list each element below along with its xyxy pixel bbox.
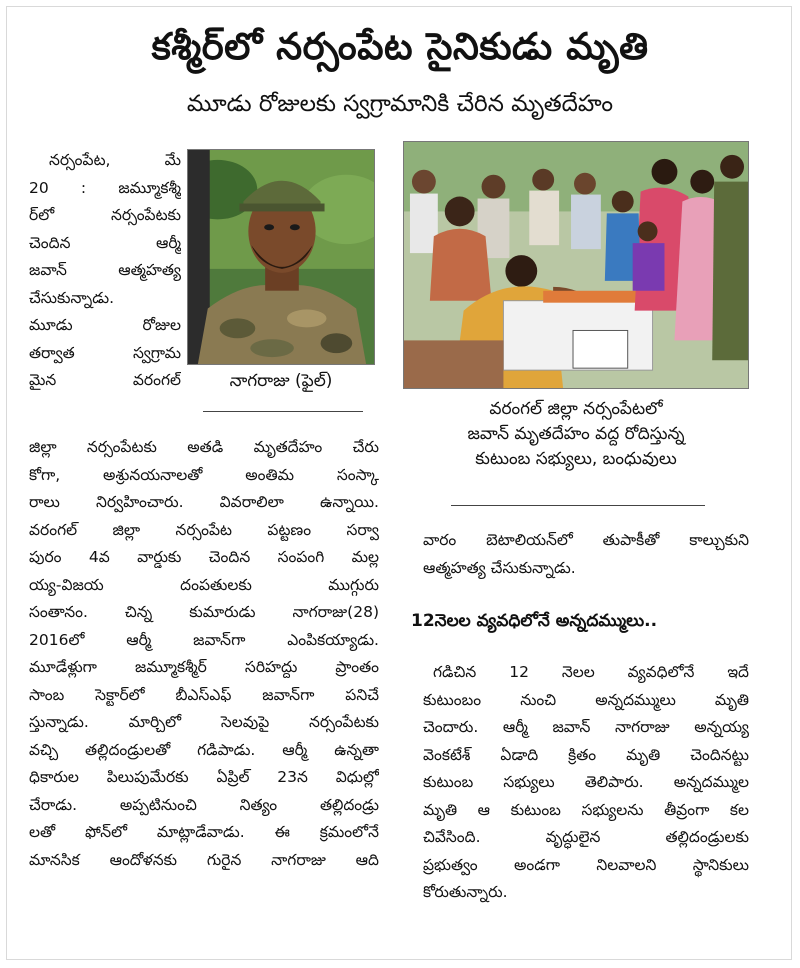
body-line: సంతానం. చిన్న కుమారుడు నాగరాజు(28) bbox=[29, 603, 379, 621]
body-line: ప్రభుత్వం అండగా నిలవాలని స్థానికులు bbox=[423, 855, 749, 874]
body-line: వచ్చి తల్లిదండ్రులతో గడిపాడు. ఆర్మీ ఉన్నతా bbox=[29, 740, 379, 759]
body-column-left-wide bbox=[29, 434, 379, 874]
soldier-photo-caption: నాగరాజు (ఫైల్) bbox=[229, 371, 333, 391]
mourning-photo bbox=[403, 141, 749, 389]
body-line: చేసుకున్నాడు. bbox=[29, 288, 115, 307]
body-line: ఆత్మహత్య చేసుకున్నాడు. bbox=[423, 558, 576, 577]
body-line: వరంగల్ జిల్లా నర్సంపేట పట్టణం సర్వా bbox=[29, 520, 379, 539]
caption-rule-right bbox=[451, 505, 705, 506]
body-line: మృతి ఆ కుటుంబ సభ్యులను తీవ్రంగా కల bbox=[423, 800, 749, 819]
body-line: కుటుంబం నుంచి అన్నదమ్ములు మృతి bbox=[423, 690, 749, 709]
body-column-left-narrow bbox=[29, 147, 181, 395]
body-line: లతో ఫోన్‌లో మాట్లాడేవాడు. ఈ క్రమంలోనే bbox=[29, 823, 379, 841]
mourning-family-illustration bbox=[404, 142, 748, 388]
soldier-photo bbox=[187, 149, 375, 365]
body-line: వెంకటేశ్ ఏడాది క్రితం మృతి చెందినట్టు bbox=[423, 745, 749, 764]
body-line: స్తున్నాడు. మార్చిలో సెలవుపై నర్సంపేటకు bbox=[29, 713, 379, 731]
body-line: చేరాడు. అప్పటినుంచి నిత్యం తల్లిదండ్రు bbox=[29, 795, 379, 814]
body-line: చెందారు. ఆర్మీ జవాన్ నాగరాజు అన్నయ్య bbox=[423, 718, 749, 736]
newspaper-clipping bbox=[6, 6, 792, 960]
body-line: య్య-విజయ దంపతులకు ముగ్గురు bbox=[29, 575, 379, 594]
body-line: మైన వరంగల్ bbox=[29, 371, 181, 389]
body-line: జవాన్ ఆత్మహత్య bbox=[29, 261, 181, 279]
body-line: కుటుంబ సభ్యులు తెలిపారు. అన్నదమ్ముల bbox=[423, 773, 749, 791]
caption-rule-left bbox=[203, 411, 363, 412]
body-line: ర్‌లో నర్సంపేటకు bbox=[29, 206, 181, 224]
body-line: జిల్లా నర్సంపేటకు అతడి మృతదేహం చేరు bbox=[29, 438, 379, 456]
body-line: మానసిక ఆందోళనకు గురైన నాగరాజు ఆది bbox=[29, 850, 379, 869]
body-line: మూడు రోజుల bbox=[29, 316, 181, 334]
body-line: నర్సంపేట, మే bbox=[49, 151, 181, 169]
mourning-caption-line: కుటుంబ సభ్యులు, బంధువులు bbox=[475, 449, 677, 469]
body-line: గడిచిన 12 నెలల వ్యవధిలోనే ఇదే bbox=[433, 663, 749, 681]
mourning-photo-caption bbox=[403, 397, 749, 472]
body-line: 20 : జమ్మూకశ్మీ bbox=[29, 178, 181, 197]
section-heading: 12నెలల వ్యవధిలోనే అన్నదమ్ములు.. bbox=[411, 611, 658, 631]
body-line: చెందిన ఆర్మీ bbox=[29, 233, 181, 252]
soldier-portrait-illustration bbox=[188, 150, 374, 364]
subheadline: మూడు రోజులకు స్వగ్రామానికి చేరిన మృతదేహం bbox=[186, 91, 614, 117]
body-line: వారం బెటాలియన్‌లో తుపాకీతో కాల్చుకుని bbox=[423, 531, 749, 549]
body-line: సాంబ సెక్టార్‌లో బీఎస్ఎఫ్ జవాన్‌గా పనిచే bbox=[29, 685, 379, 704]
body-line: తర్వాత స్వగ్రామ bbox=[29, 343, 181, 362]
body-column-right-top bbox=[423, 527, 749, 582]
body-line: కోరుతున్నారు. bbox=[423, 883, 508, 901]
body-line: చివేసింది. వృద్ధులైన తల్లిదండ్రులకు bbox=[423, 828, 749, 846]
mourning-caption-line: జవాన్ మృతదేహం వద్ద రోదిస్తున్న bbox=[467, 424, 685, 444]
body-line: ధికారుల పిలుపుమేరకు ఏప్రిల్ 23న విధుల్లో bbox=[29, 768, 379, 786]
body-line: మూడేళ్లుగా జమ్మూకశ్మీర్ సరిహద్దు ప్రాంతం bbox=[29, 658, 379, 676]
mourning-caption-line: వరంగల్ జిల్లా నర్సంపేటలో bbox=[489, 399, 663, 419]
body-line: రాలు నిర్వహించారు. వివరాలిలా ఉన్నాయి. bbox=[29, 493, 379, 511]
body-column-right-bottom bbox=[423, 659, 749, 907]
body-line: కోగా, అశ్రునయనాలతో అంతిమ సంస్కా bbox=[29, 465, 379, 484]
body-line: పురం 4వ వార్డుకు చెందిన సంపంగి మల్ల bbox=[29, 548, 379, 566]
headline: కశ్మీర్‌లో నర్సంపేట సైనికుడు మృతి bbox=[151, 25, 649, 68]
body-line: 2016లో ఆర్మీ జవాన్‌గా ఎంపికయ్యాడు. bbox=[29, 630, 379, 649]
